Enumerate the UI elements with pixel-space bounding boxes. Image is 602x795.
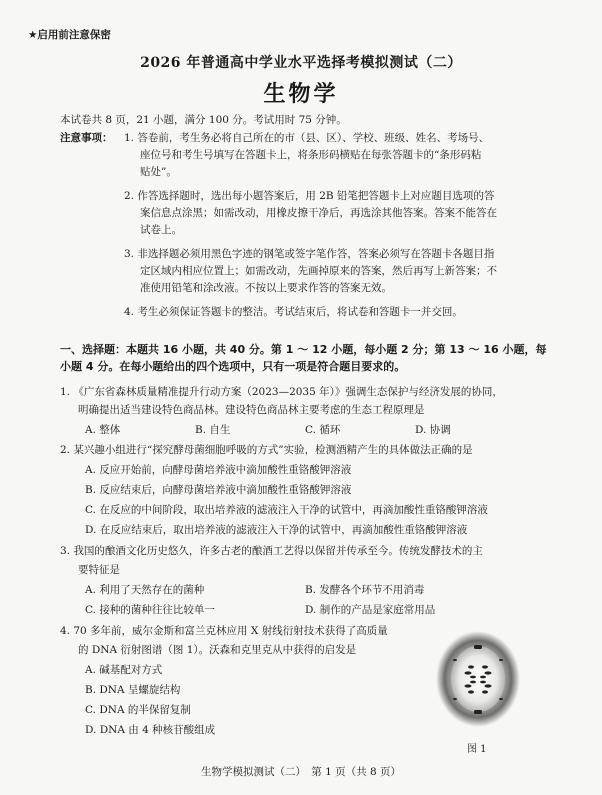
q4-option-b: B. DNA 呈螺旋结构	[85, 684, 181, 696]
q2-option-a: A. 反应开始前，向酵母菌培养液中滴加酸性重铬酸钾溶液	[85, 464, 352, 476]
q1-stem-line-2: 明确提出适当建设特色商品林。建设特色商品林主要考虑的生态工程原理是	[78, 404, 425, 416]
q1-stem-line-1: 1. 《广东省森林质量精准提升行动方案（2023—2035 年）》强调生态保护与经济发展的协同，	[60, 386, 503, 398]
q4-option-c: C. DNA 的半保留复制	[85, 704, 191, 716]
q3-option-a: A. 利用了天然存在的菌种	[85, 584, 205, 596]
q1-option-b: B. 自生	[195, 424, 231, 436]
section-1-header-line-2: 小题 4 分。在每小题给出的四个选项中，只有一项是符合题目要求的。	[60, 360, 406, 373]
q1-option-d: D. 协调	[415, 424, 451, 436]
note-2-line-2: 案信息点涂黑；如需改动，用橡皮擦干净后，再选涂其他答案。答案不能答在	[140, 207, 497, 219]
q2-option-d: D. 在反应结束后，取出培养液的滤液注入干净的试管中，再滴加酸性重铬酸钾溶液	[85, 524, 468, 536]
q1-option-c: C. 循环	[305, 424, 341, 436]
q3-option-d: D. 制作的产品是家庭常用品	[305, 604, 436, 616]
q2-option-b: B. 反应结束后，向酵母菌培养液中滴加酸性重铬酸钾溶液	[85, 484, 352, 496]
q4-option-d: D. DNA 由 4 种核苷酸组成	[85, 724, 216, 736]
q4-option-a: A. 碱基配对方式	[85, 664, 163, 676]
note-1-line-1: 1. 答卷前，考生务必将自己所在的市（县、区）、学校、班级、姓名、考场号、	[124, 132, 490, 144]
exam-title: 2026 年普通高中学业水平选择考模拟测试（二）	[140, 55, 462, 71]
q4-stem-line-1: 4. 70 多年前，威尔金斯和富兰克林应用 X 射线衍射技术获得了高质量	[60, 625, 388, 637]
q3-stem-line-1: 3. 我国的酿酒文化历史悠久，许多古老的酿酒工艺得以保留并传承至今。传统发酵技术的主	[60, 545, 483, 557]
note-1-line-3: 贴处”。	[140, 166, 177, 178]
q3-stem-line-2: 要特征是	[78, 564, 120, 576]
note-2-line-1: 2. 作答选择题时，选出每小题答案后，用 2B 铅笔把答题卡上对应题目选项的答	[124, 190, 495, 202]
confidential-label: ★启用前注意保密	[28, 29, 111, 41]
note-3-line-1: 3. 非选择题必须用黑色字迹的钢笔或签字笔作答，答案必须写在答题卡各题目指	[124, 248, 495, 260]
figure-caption: 图 1	[467, 744, 487, 755]
q3-option-b: B. 发酵各个环节不用消毒	[305, 584, 425, 596]
diffraction-inner	[451, 646, 505, 712]
q2-option-c: C. 在反应的中间阶段，取出培养液的滤液注入干净的试管中，再滴加酸性重铬酸钾溶液	[85, 504, 488, 516]
note-2-line-3: 试卷上。	[140, 224, 182, 236]
exam-info: 本试卷共 8 页，21 小题，满分 100 分。考试用时 75 分钟。	[60, 114, 347, 126]
q2-stem-line-1: 2. 某兴趣小组进行“探究酵母菌细胞呼吸的方式”实验，检测酒精产生的具体做法正确的是	[60, 444, 473, 456]
note-3-line-3: 准使用铅笔和涂改液。不按以上要求作答的答案无效。	[140, 282, 392, 294]
q4-stem-line-2: 的 DNA 衍射图谱（图 1）。沃森和克里克从中获得的启发是	[78, 644, 357, 656]
page-footer: 生物学模拟测试（二） 第 1 页（共 8 页）	[201, 766, 401, 778]
q1-option-a: A. 整体	[85, 424, 121, 436]
section-1-header-line-1: 一、选择题：本题共 16 小题，共 40 分。第 1 ～ 12 小题，每小题 2 分；第 13 ～ 16 小题，每	[60, 343, 547, 356]
q3-option-c: C. 接种的菌种往往比较单一	[85, 604, 215, 616]
note-4-line-1: 4. 考生必须保证答题卡的整洁。考试结束后，将试卷和答题卡一并交回。	[124, 306, 463, 318]
dna-diffraction-figure	[435, 630, 521, 728]
note-1-line-2: 座位号和考生号填写在答题卡上，将条形码横贴在每张答题卡的“条形码粘	[140, 149, 482, 161]
note-3-line-2: 定区域内相应位置上；如需改动，先画掉原来的答案，然后再写上新答案；不	[140, 265, 497, 277]
subject-title: 生物学	[263, 82, 339, 107]
notes-label: 注意事项：	[60, 132, 113, 144]
